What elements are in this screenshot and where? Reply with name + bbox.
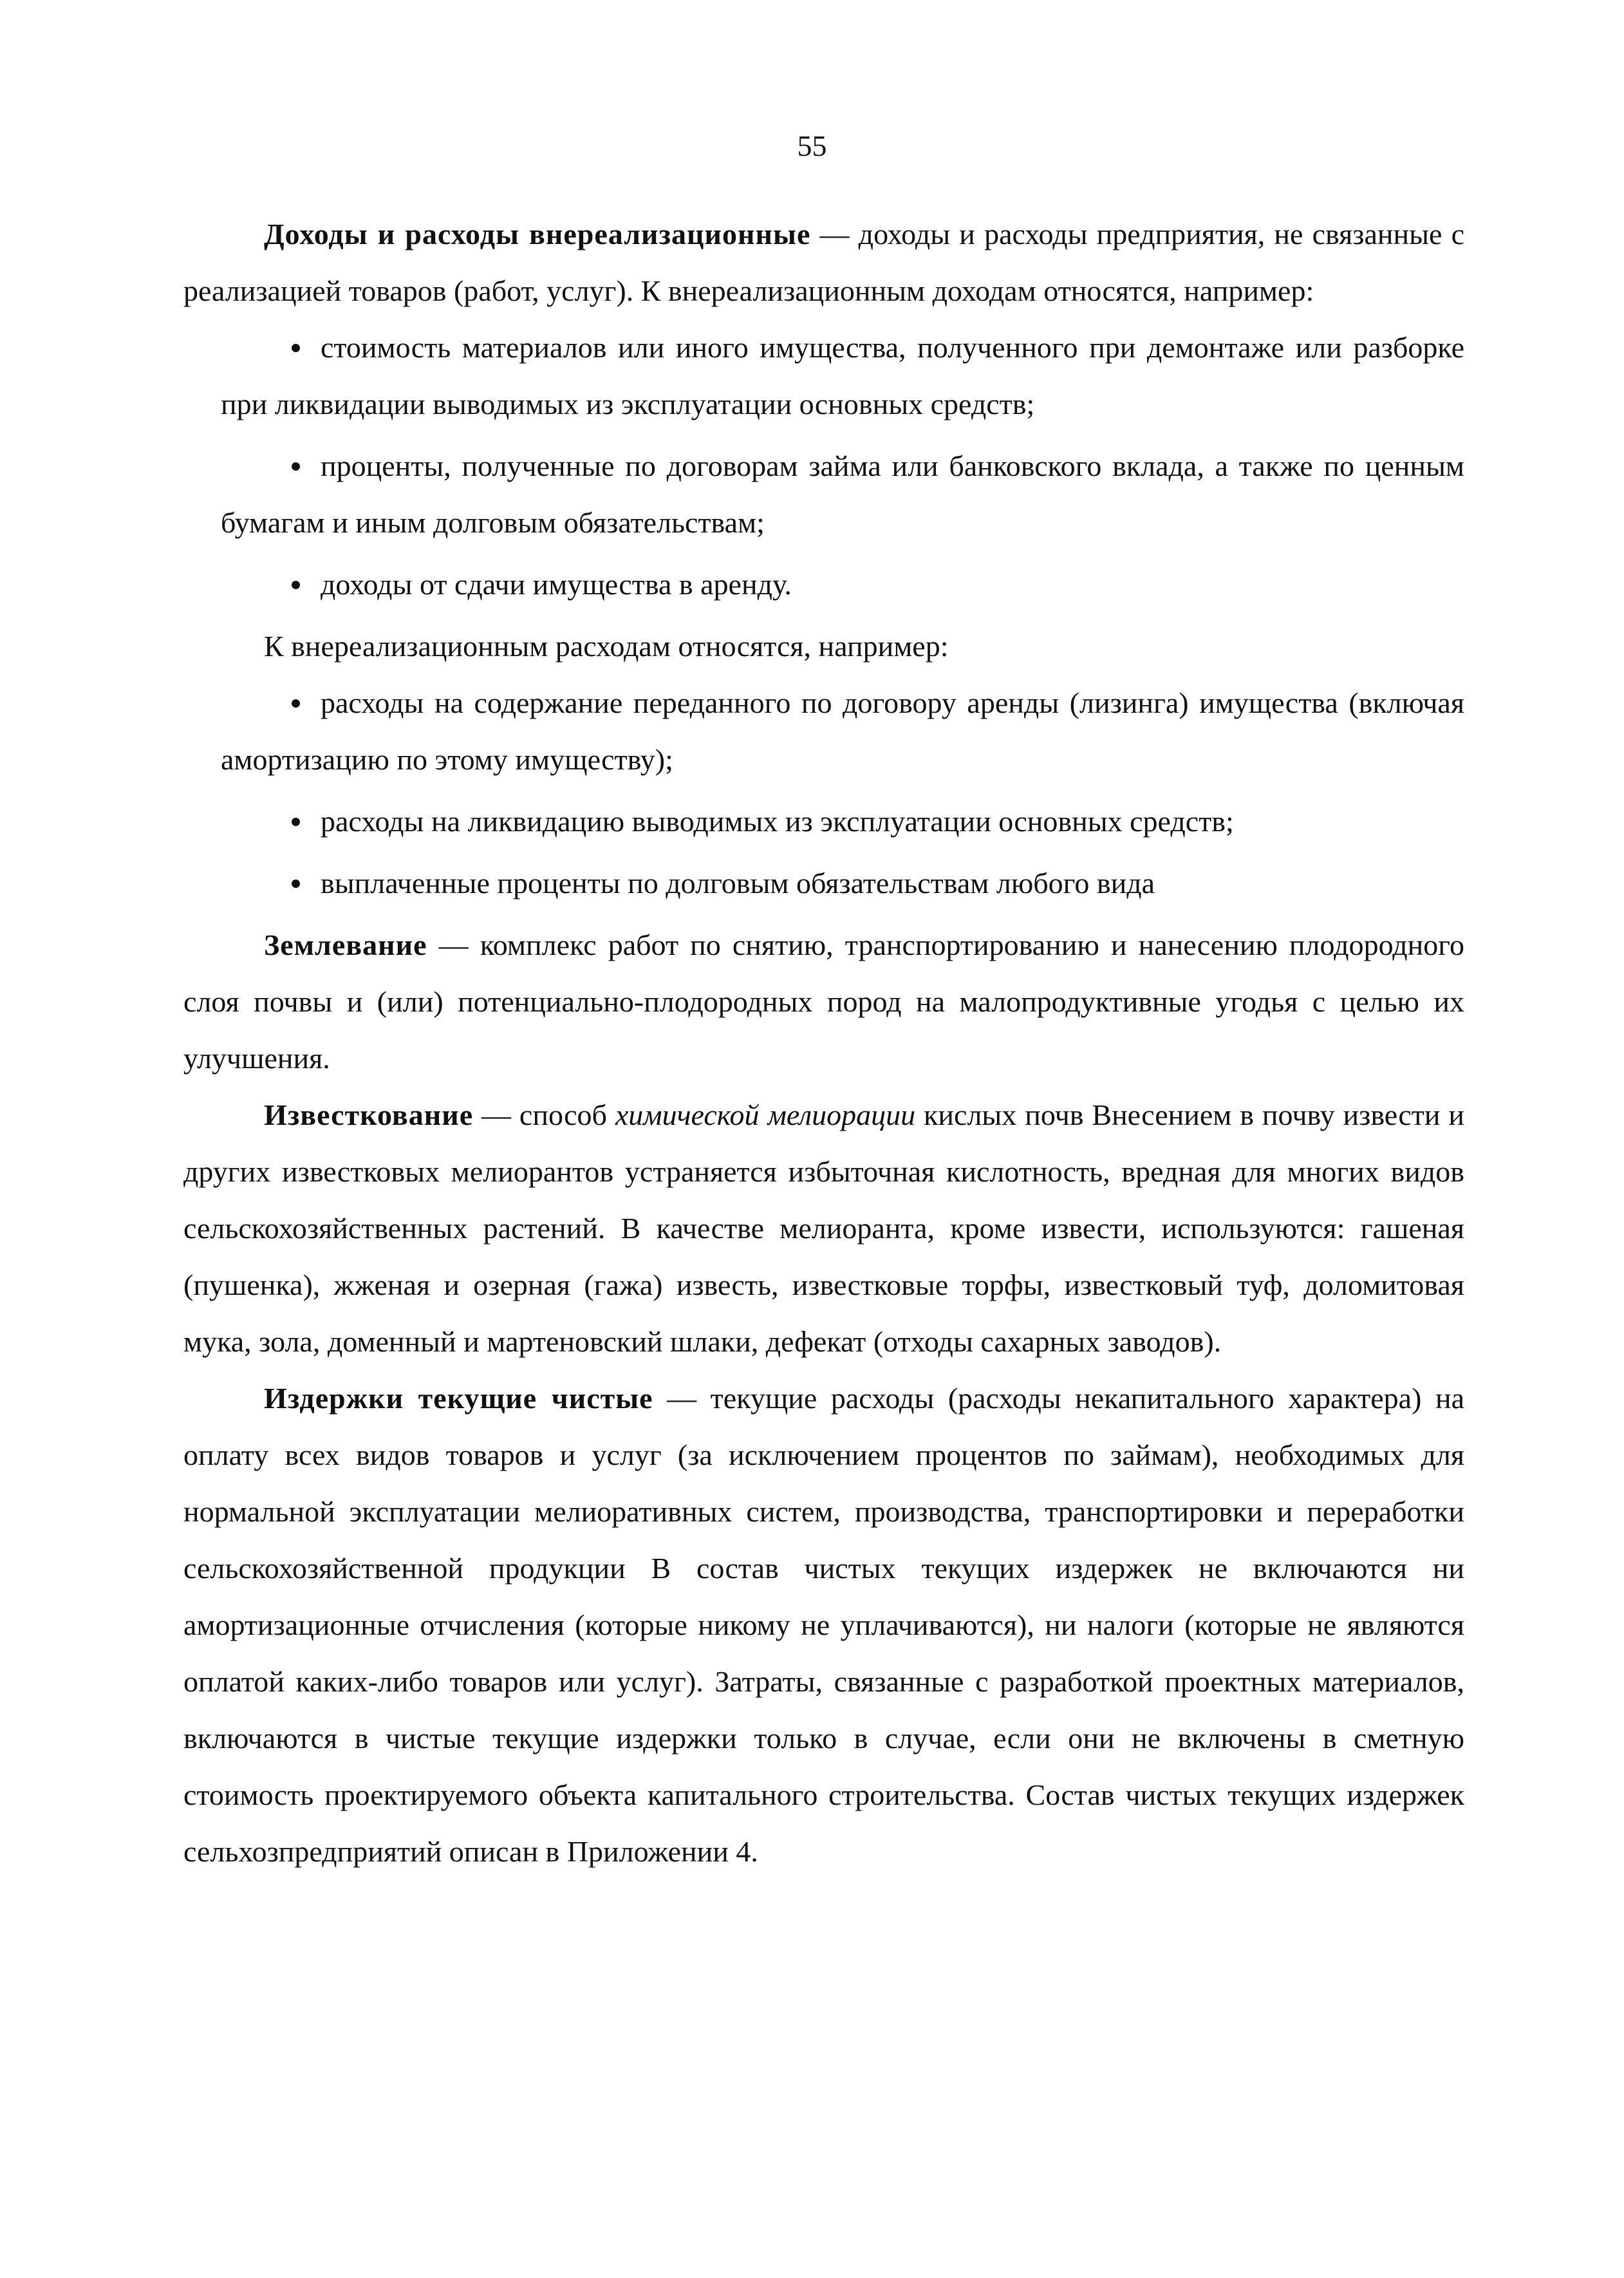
entry-zemlevanie: [183, 917, 1464, 1087]
list-item: [221, 675, 1464, 793]
list-item-text: расходы на содержание переданного по договору аренды (лизинга) имущества (включая амортизацию по этому имуществу);: [221, 686, 1464, 776]
bullet-icon: [292, 699, 300, 708]
definition-text: — текущие расходы (расходы некапитального характера) на оплату всех видов товаров и услуг (за исключением процентов по займам), необходимых для нормальной эксплуатации мелиоративных систем, производства, транспортировки и переработки сельскохозяйственной продукции В состав чистых текущих издержек не включаются ни амортизационные отчисления (которые никому не уплачиваются), ни налоги (которые не являются оплатой каких-либо товаров или услуг). Затраты, связанные с разработкой проектных материалов, включаются в чистые текущие издержки только в случае, если они не включены в сметную стоимость проектируемого объекта капитального строительства. Состав чистых текущих издержек сельхозпредприятий описан в Приложении 4.: [183, 1382, 1464, 1868]
list-item: [221, 438, 1464, 556]
list-item-text: стоимость материалов или иного имущества, полученного при демонтаже или разборке при ликвидации выводимых из эксплуатации основных средств;: [221, 331, 1464, 420]
income-examples-list: [183, 319, 1464, 618]
list-item-text: проценты, полученные по договорам займа или банковского вклада, а также по ценным бумагам и иным долговым обязательствам;: [221, 449, 1464, 539]
list-item: [221, 556, 1464, 618]
page-number: 55: [797, 129, 827, 162]
expenses-intro: К внереализационным расходам относятся, например:: [264, 630, 949, 663]
list-item-text: выплаченные проценты по долговым обязательствам любого вида: [321, 867, 1155, 899]
page-body: [183, 206, 1464, 1880]
term-heading: Землевание: [264, 928, 427, 961]
definition-text: кислых почв Внесением в почву извести и других известковых мелиорантов устраняется избыточная кислотность, вредная для многих видов сельскохозяйственных растений. В качестве мелиоранта, кроме извести, используются: гашеная (пушенка), жженая и озерная (гажа) известь, известковые торфы, известковый туф, доломитовая мука, зола, доменный и мартеновский шлаки, дефекат (отходы сахарных заводов).: [183, 1098, 1464, 1358]
entry-liming: [183, 1087, 1464, 1370]
list-item-text: доходы от сдачи имущества в аренду.: [321, 568, 792, 601]
term-heading: Доходы и расходы внереализационные: [264, 218, 811, 250]
definition-text: — способ: [473, 1098, 615, 1131]
list-item: [221, 793, 1464, 855]
term-heading: Известкование: [264, 1098, 474, 1131]
expenses-examples-list: [183, 675, 1464, 917]
list-item: [221, 855, 1464, 917]
bullet-icon: [292, 462, 300, 471]
bullet-icon: [292, 581, 300, 589]
list-item: [221, 319, 1464, 438]
bullet-icon: [292, 344, 300, 352]
list-item-text: расходы на ликвидацию выводимых из эксплуатации основных средств;: [321, 805, 1234, 838]
entry-non-operating-income: [183, 206, 1464, 319]
entry-net-current-costs: [183, 1370, 1464, 1880]
definition-text: — комплекс работ по снятию, транспортированию и нанесению плодородного слоя почвы и (или) потенциально-плодородных пород на малопродуктивные угодья с целью их улучшения.: [183, 928, 1464, 1075]
bullet-icon: [292, 880, 300, 888]
definition-text: — доходы и расходы предприятия, не связанные с реализацией товаров (работ, услуг). К внереализационным доходам относятся, например:: [183, 218, 1464, 307]
term-heading: Издержки текущие чистые: [264, 1382, 653, 1415]
italic-term: химической мелиорации: [615, 1098, 916, 1131]
bullet-icon: [292, 818, 300, 826]
